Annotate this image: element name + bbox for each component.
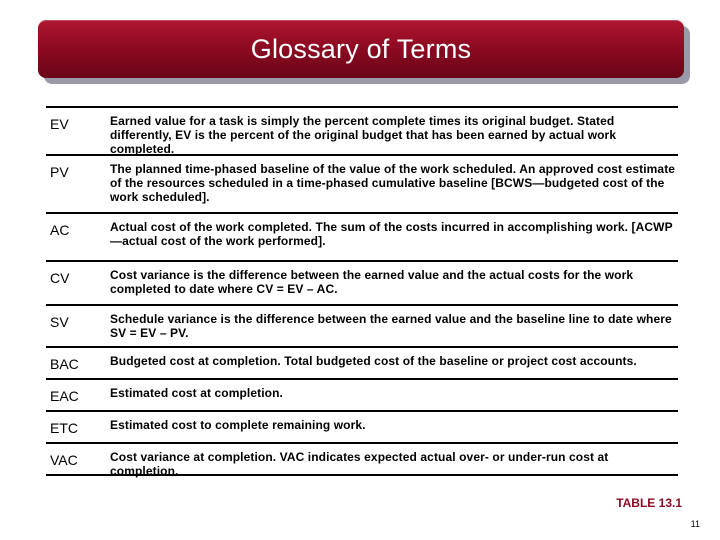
title-bar (38, 20, 684, 78)
definition: Cost variance at completion. VAC indicates expected actual over- or under-run cost at completion. (110, 450, 609, 478)
term: ETC (50, 420, 78, 436)
glossary-row-etc (46, 412, 678, 444)
term: AC (50, 222, 70, 238)
glossary-row-ac (46, 214, 678, 262)
definition: Estimated cost at completion. (110, 386, 283, 400)
term: EV (50, 116, 69, 132)
page-title: Glossary of Terms (250, 33, 472, 64)
term: PV (50, 164, 69, 180)
glossary-row-bac (46, 348, 678, 380)
definition: Budgeted cost at completion. Total budgeted cost of the baseline or project cost accounts. (110, 354, 637, 368)
term: EAC (50, 388, 79, 404)
definition: Schedule variance is the difference between the earned value and the baseline line to date where SV = EV – PV. (110, 312, 672, 340)
glossary-row-ev (46, 108, 678, 156)
page-number: 11 (690, 519, 700, 529)
term: VAC (50, 452, 78, 468)
glossary-row-cv (46, 262, 678, 306)
glossary-row-vac (46, 444, 678, 476)
glossary-table (46, 106, 678, 476)
definition: The planned time-phased baseline of the value of the work scheduled. An approved cost estimate of the resources scheduled in a time-phased cumulative baseline [BCWS—budgeted cost of the work scheduled]. (110, 162, 676, 204)
table-label: TABLE 13.1 (616, 496, 682, 510)
definition: Actual cost of the work completed. The sum of the costs incurred in accomplishing work. [ACWP —actual cost of the work performed]. (110, 220, 673, 248)
glossary-row-pv (46, 156, 678, 214)
definition: Earned value for a task is simply the percent complete times its original budget. Stated differently, EV is the percent of the original budget that has been earned by actual work completed. (110, 114, 617, 156)
term: BAC (50, 356, 79, 372)
definition: Estimated cost to complete remaining work. (110, 418, 366, 432)
definition: Cost variance is the difference between the earned value and the actual costs for the work completed to date where CV = EV – AC. (110, 268, 634, 296)
term: CV (50, 270, 70, 286)
term: SV (50, 314, 69, 330)
glossary-row-sv (46, 306, 678, 348)
glossary-row-eac (46, 380, 678, 412)
